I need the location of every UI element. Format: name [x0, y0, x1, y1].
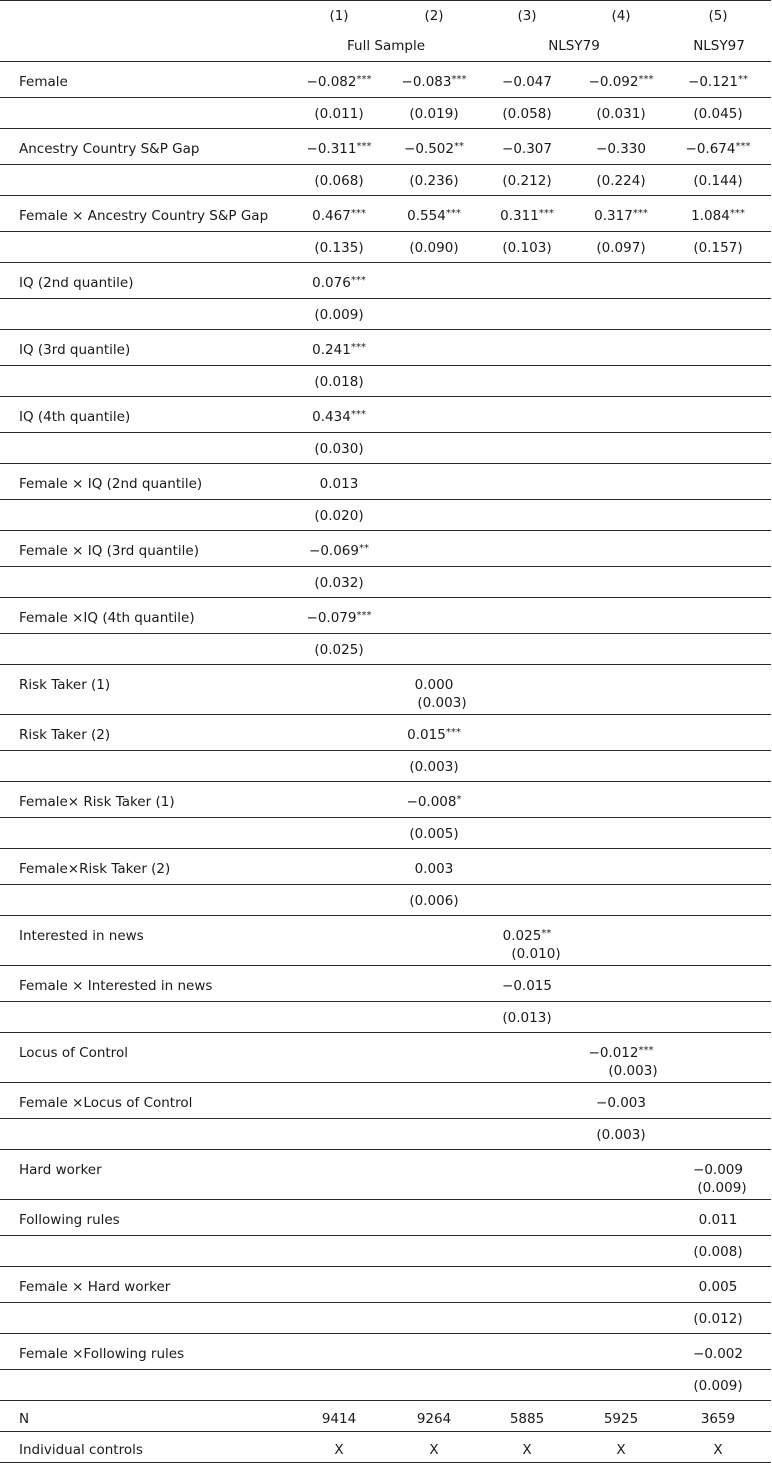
- sample-label-full-sample: Full Sample: [347, 38, 425, 54]
- footer-value: X: [334, 1442, 344, 1458]
- row-rule: [0, 396, 771, 397]
- se-cell: (0.003): [596, 1127, 646, 1143]
- coef-cell: 1.084***: [691, 208, 745, 224]
- row-label: Female × IQ (2nd quantile): [19, 476, 203, 492]
- row-divider: [0, 1302, 771, 1303]
- coef-cell: 0.000: [414, 677, 454, 693]
- se-cell: (0.006): [409, 893, 459, 909]
- se-cell: (0.011): [314, 106, 364, 122]
- se-cell: (0.012): [693, 1311, 743, 1327]
- coef-cell: −0.008*: [406, 794, 462, 810]
- se-cell: (0.058): [502, 106, 552, 122]
- coef-cell: 0.013: [319, 476, 359, 492]
- row-label: Female × Interested in news: [19, 978, 213, 994]
- se-cell: (0.020): [314, 508, 364, 524]
- header-rule: [0, 61, 771, 62]
- coef-cell: −0.092***: [588, 74, 654, 90]
- se-cell: (0.030): [314, 441, 364, 457]
- row-rule: [0, 1149, 771, 1150]
- row-label: Hard worker: [19, 1162, 102, 1178]
- se-cell: (0.031): [596, 106, 646, 122]
- coef-cell: 0.076***: [312, 275, 366, 291]
- coef-cell: −0.002: [693, 1346, 743, 1362]
- footer-value: 5925: [603, 1411, 639, 1427]
- footer-label: Individual controls: [19, 1442, 143, 1458]
- row-rule: [0, 1333, 771, 1334]
- se-cell: (0.103): [502, 240, 552, 256]
- se-cell: (0.032): [314, 575, 364, 591]
- coef-cell: −0.009: [693, 1162, 743, 1178]
- coef-cell: 0.434***: [312, 409, 366, 425]
- row-label: Risk Taker (1): [19, 677, 111, 693]
- se-cell: (0.224): [596, 173, 646, 189]
- se-cell: (0.157): [693, 240, 743, 256]
- coef-cell: 0.011: [698, 1212, 738, 1228]
- row-rule: [0, 915, 771, 916]
- row-label: Female×Risk Taker (2): [19, 861, 171, 877]
- se-cell: (0.019): [409, 106, 459, 122]
- row-rule: [0, 128, 771, 129]
- row-label: Female × IQ (3rd quantile): [19, 543, 199, 559]
- row-divider: [0, 884, 771, 885]
- column-number-5: (5): [708, 8, 728, 24]
- row-rule: [0, 714, 771, 715]
- coef-cell: 0.311***: [500, 208, 554, 224]
- coef-cell: −0.082***: [306, 74, 372, 90]
- footer-value: X: [616, 1442, 626, 1458]
- se-cell: (0.212): [502, 173, 552, 189]
- row-rule: [0, 463, 771, 464]
- coef-cell: 0.554***: [407, 208, 461, 224]
- se-cell: (0.013): [502, 1010, 552, 1026]
- row-label: IQ (4th quantile): [19, 409, 131, 425]
- coef-cell: −0.311***: [306, 141, 372, 157]
- se-cell: (0.009): [697, 1180, 747, 1196]
- coef-cell: −0.069**: [309, 543, 369, 559]
- se-cell: (0.090): [409, 240, 459, 256]
- row-rule: [0, 1199, 771, 1200]
- row-divider: [0, 633, 771, 634]
- row-label: Female × Ancestry Country S&P Gap: [19, 208, 269, 224]
- row-divider: [0, 365, 771, 366]
- coef-cell: −0.003: [596, 1095, 646, 1111]
- footer-value: X: [713, 1442, 723, 1458]
- se-cell: (0.008): [693, 1244, 743, 1260]
- coef-cell: 0.003: [414, 861, 454, 877]
- row-rule: [0, 329, 771, 330]
- row-rule: [0, 597, 771, 598]
- row-label: IQ (3rd quantile): [19, 342, 131, 358]
- se-cell: (0.068): [314, 173, 364, 189]
- footer-value: X: [429, 1442, 439, 1458]
- row-rule: [0, 1266, 771, 1267]
- row-label: Female ×Locus of Control: [19, 1095, 193, 1111]
- row-divider: [0, 298, 771, 299]
- footer-value: X: [522, 1442, 532, 1458]
- row-label: Following rules: [19, 1212, 120, 1228]
- coef-cell: 0.015***: [407, 727, 461, 743]
- coef-cell: −0.012***: [588, 1045, 654, 1061]
- column-number-4: (4): [611, 8, 631, 24]
- row-divider: [0, 231, 771, 232]
- coef-cell: −0.307: [502, 141, 552, 157]
- coef-cell: −0.330: [596, 141, 646, 157]
- row-divider: [0, 1369, 771, 1370]
- row-label: Female ×IQ (4th quantile): [19, 610, 195, 626]
- column-number-3: (3): [517, 8, 537, 24]
- row-divider: [0, 1235, 771, 1236]
- row-rule: [0, 781, 771, 782]
- row-divider: [0, 1001, 771, 1002]
- se-cell: (0.097): [596, 240, 646, 256]
- row-label: Ancestry Country S&P Gap: [19, 141, 200, 157]
- coef-cell: −0.121**: [688, 74, 748, 90]
- row-label: Risk Taker (2): [19, 727, 111, 743]
- row-divider: [0, 750, 771, 751]
- row-divider: [0, 499, 771, 500]
- coef-cell: 0.317***: [594, 208, 648, 224]
- coef-cell: −0.674***: [685, 141, 751, 157]
- se-cell: (0.025): [314, 642, 364, 658]
- se-cell: (0.003): [417, 695, 467, 711]
- row-label: Interested in news: [19, 928, 144, 944]
- row-label: Female: [19, 74, 68, 90]
- se-cell: (0.009): [693, 1378, 743, 1394]
- coef-cell: 0.467***: [312, 208, 366, 224]
- row-label: Locus of Control: [19, 1045, 128, 1061]
- row-rule: [0, 1431, 771, 1432]
- coef-cell: 0.241***: [312, 342, 366, 358]
- column-number-1: (1): [329, 8, 349, 24]
- row-rule: [0, 530, 771, 531]
- row-label: Female× Risk Taker (1): [19, 794, 175, 810]
- coef-cell: −0.047: [502, 74, 552, 90]
- row-label: Female × Hard worker: [19, 1279, 171, 1295]
- row-divider: [0, 566, 771, 567]
- row-divider: [0, 97, 771, 98]
- row-label: IQ (2nd quantile): [19, 275, 134, 291]
- se-cell: (0.144): [693, 173, 743, 189]
- footer-value: 3659: [700, 1411, 736, 1427]
- se-cell: (0.135): [314, 240, 364, 256]
- row-rule: [0, 1400, 771, 1401]
- footer-value: 5885: [509, 1411, 545, 1427]
- row-rule: [0, 965, 771, 966]
- row-divider: [0, 1118, 771, 1119]
- footer-value: 9414: [321, 1411, 357, 1427]
- column-number-2: (2): [424, 8, 444, 24]
- footer-label: N: [19, 1411, 30, 1427]
- coef-cell: −0.015: [502, 978, 552, 994]
- table-top-rule: [0, 0, 771, 1]
- footer-value: 9264: [416, 1411, 452, 1427]
- sample-label-nlsy97: NLSY97: [693, 38, 745, 54]
- coef-cell: −0.502**: [404, 141, 464, 157]
- se-cell: (0.236): [409, 173, 459, 189]
- row-label: Female ×Following rules: [19, 1346, 185, 1362]
- sample-label-nlsy79: NLSY79: [548, 38, 600, 54]
- row-rule: [0, 1082, 771, 1083]
- se-cell: (0.005): [409, 826, 459, 842]
- se-cell: (0.010): [511, 946, 561, 962]
- row-divider: [0, 432, 771, 433]
- se-cell: (0.003): [409, 759, 459, 775]
- row-rule: [0, 262, 771, 263]
- row-rule: [0, 848, 771, 849]
- row-rule: [0, 664, 771, 665]
- row-divider: [0, 164, 771, 165]
- coef-cell: −0.083***: [401, 74, 467, 90]
- se-cell: (0.045): [693, 106, 743, 122]
- row-rule: [0, 195, 771, 196]
- row-divider: [0, 817, 771, 818]
- se-cell: (0.009): [314, 307, 364, 323]
- se-cell: (0.003): [608, 1063, 658, 1079]
- row-rule: [0, 1032, 771, 1033]
- se-cell: (0.018): [314, 374, 364, 390]
- coef-cell: 0.005: [698, 1279, 738, 1295]
- coef-cell: −0.079***: [306, 610, 372, 626]
- coef-cell: 0.025**: [502, 928, 552, 944]
